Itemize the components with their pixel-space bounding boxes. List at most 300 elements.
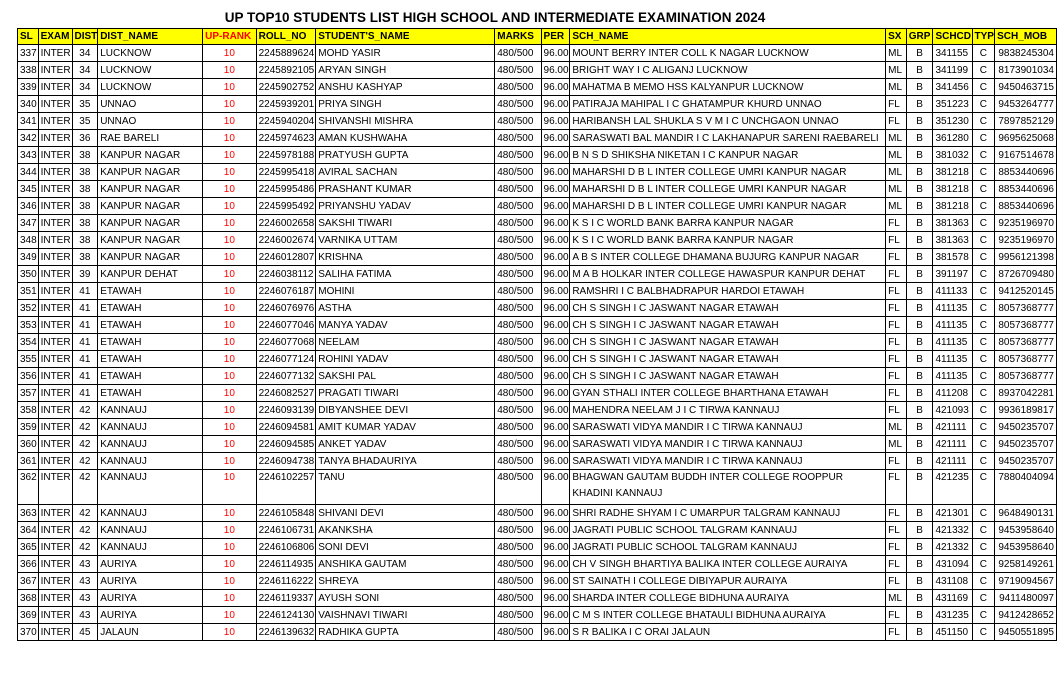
- col-sch-mob-cell: 8057368777: [995, 334, 1057, 351]
- col-up-rank-cell: 10: [203, 334, 256, 351]
- col-sx-cell: FL: [886, 113, 907, 130]
- col-exam-cell: INTER: [38, 470, 72, 505]
- table-row: [18, 130, 1057, 147]
- table-row: [18, 249, 1057, 266]
- col-dist-cell: 41: [72, 385, 98, 402]
- col-marks-cell: 480/500: [495, 198, 541, 215]
- col-sl-cell: 347: [18, 215, 39, 232]
- col-sl-cell: 353: [18, 317, 39, 334]
- col-dist-name-cell: ETAWAH: [98, 385, 203, 402]
- col-marks-cell: 480/500: [495, 419, 541, 436]
- col-marks-cell: 480/500: [495, 317, 541, 334]
- col-up-rank-cell: 10: [203, 317, 256, 334]
- col-roll-no-cell: 2246076976: [256, 300, 316, 317]
- col-sl-cell: 349: [18, 249, 39, 266]
- table-row: [18, 45, 1057, 62]
- col-roll-no-cell: 2246082527: [256, 385, 316, 402]
- col-dist-cell: 35: [72, 96, 98, 113]
- col-typ-cell: C: [972, 266, 995, 283]
- col-roll-no-cell: 2245940204: [256, 113, 316, 130]
- col-roll-no-cell: 2246077046: [256, 317, 316, 334]
- col-dist-cell: 41: [72, 317, 98, 334]
- col-sx-cell: FL: [886, 368, 907, 385]
- col-typ-cell: C: [972, 351, 995, 368]
- col-typ-cell: C: [972, 607, 995, 624]
- col-typ-cell: C: [972, 505, 995, 522]
- col-typ-cell: C: [972, 198, 995, 215]
- col-exam-cell: INTER: [38, 419, 72, 436]
- col-student-name-cell: MOHD YASIR: [316, 45, 495, 62]
- col-sx-cell: FL: [886, 573, 907, 590]
- col-sch-mob-cell: 9450235707: [995, 419, 1057, 436]
- col-up-rank-cell: 10: [203, 300, 256, 317]
- col-dist-name-cell: ETAWAH: [98, 351, 203, 368]
- col-sch-name-cell: CH S SINGH I C JASWANT NAGAR ETAWAH: [570, 351, 886, 368]
- col-grp-cell: B: [906, 232, 933, 249]
- col-typ-cell: C: [972, 590, 995, 607]
- col-sch-mob-cell: 8057368777: [995, 317, 1057, 334]
- col-dist-cell: 36: [72, 130, 98, 147]
- col-typ-cell: C: [972, 539, 995, 556]
- col-grp-cell: B: [906, 573, 933, 590]
- col-student-name-cell: NEELAM: [316, 334, 495, 351]
- col-sl-cell: 363: [18, 505, 39, 522]
- col-dist-name-cell: KANPUR DEHAT: [98, 266, 203, 283]
- col-per-cell: 96.00: [541, 317, 570, 334]
- col-sch-mob-cell: 9235196970: [995, 232, 1057, 249]
- col-dist-cell: 42: [72, 505, 98, 522]
- col-sch-name-cell: SARASWATI VIDYA MANDIR I C TIRWA KANNAUJ: [570, 419, 886, 436]
- col-dist-name-cell: KANNAUJ: [98, 402, 203, 419]
- col-sch-mob-cell: 8853440696: [995, 198, 1057, 215]
- col-up-rank-cell: 10: [203, 436, 256, 453]
- col-grp-cell: B: [906, 368, 933, 385]
- col-roll-no-cell: 2246119337: [256, 590, 316, 607]
- col-marks-cell: 480/500: [495, 266, 541, 283]
- col-dist-cell: 42: [72, 402, 98, 419]
- col-up-rank-cell: 10: [203, 419, 256, 436]
- col-grp-cell: B: [906, 624, 933, 641]
- col-sch-mob-cell: 9450463715: [995, 79, 1057, 96]
- col-dist-cell: 43: [72, 607, 98, 624]
- col-sch-mob-cell: 9450235707: [995, 453, 1057, 470]
- col-per-cell: 96.00: [541, 436, 570, 453]
- col-schcd-cell: 411135: [933, 317, 972, 334]
- col-dist-cell: 43: [72, 590, 98, 607]
- col-per-cell: 96.00: [541, 164, 570, 181]
- col-student-name-cell: TANYA BHADAURIYA: [316, 453, 495, 470]
- table-row: [18, 317, 1057, 334]
- col-sl-cell: 360: [18, 436, 39, 453]
- col-exam-cell: INTER: [38, 573, 72, 590]
- col-dist-cell: 35: [72, 113, 98, 130]
- col-up-rank-cell: 10: [203, 590, 256, 607]
- col-marks-cell: 480/500: [495, 624, 541, 641]
- table-row: [18, 96, 1057, 113]
- col-grp-cell: B: [906, 130, 933, 147]
- col-student-name-cell: AKANKSHA: [316, 522, 495, 539]
- col-up-rank-cell: 10: [203, 266, 256, 283]
- col-marks-cell: 480/500: [495, 607, 541, 624]
- col-per-cell: 96.00: [541, 113, 570, 130]
- col-marks-cell: 480/500: [495, 215, 541, 232]
- col-per-cell: 96.00: [541, 470, 570, 505]
- col-sch-mob-cell: 9453958640: [995, 522, 1057, 539]
- col-sch-mob-cell: 8057368777: [995, 368, 1057, 385]
- col-typ-cell: C: [972, 79, 995, 96]
- col-roll-no-cell: 2246106731: [256, 522, 316, 539]
- col-sx-cell: FL: [886, 453, 907, 470]
- col-grp-cell: B: [906, 607, 933, 624]
- col-up-rank-cell: 10: [203, 522, 256, 539]
- col-grp-cell: B: [906, 62, 933, 79]
- col-exam-cell: INTER: [38, 436, 72, 453]
- col-sl-cell: 368: [18, 590, 39, 607]
- col-schcd-cell: 421332: [933, 539, 972, 556]
- col-grp-cell: B: [906, 453, 933, 470]
- col-marks-cell: 480/500: [495, 573, 541, 590]
- col-per-cell: 96.00: [541, 556, 570, 573]
- table-body: [18, 45, 1057, 641]
- col-schcd-cell: 411135: [933, 334, 972, 351]
- col-grp-cell: B: [906, 266, 933, 283]
- col-dist-name-cell: UNNAO: [98, 96, 203, 113]
- col-schcd-cell: 421235: [933, 470, 972, 505]
- col-roll-no-cell: 2245902752: [256, 79, 316, 96]
- col-per-cell: 96.00: [541, 198, 570, 215]
- col-dist-name-cell: ETAWAH: [98, 368, 203, 385]
- col-roll-no-cell: 2245995486: [256, 181, 316, 198]
- col-schcd-cell: 381218: [933, 164, 972, 181]
- col-marks-cell: 480/500: [495, 147, 541, 164]
- col-sch-mob-cell: 8057368777: [995, 300, 1057, 317]
- col-marks-cell: 480/500: [495, 164, 541, 181]
- col-dist-cell: 43: [72, 573, 98, 590]
- col-exam-cell: INTER: [38, 283, 72, 300]
- col-sch-mob-cell: 9956121398: [995, 249, 1057, 266]
- col-student-name-cell: DIBYANSHEE DEVI: [316, 402, 495, 419]
- col-sx-cell: ML: [886, 164, 907, 181]
- table-row: [18, 590, 1057, 607]
- page-title: UP TOP10 STUDENTS LIST HIGH SCHOOL AND INTERMEDIATE EXAMINATION 2024: [224, 10, 766, 25]
- col-schcd-cell: 411133: [933, 283, 972, 300]
- col-sx-cell: FL: [886, 607, 907, 624]
- col-exam-cell: INTER: [38, 181, 72, 198]
- col-student-name-cell: PRATYUSH GUPTA: [316, 147, 495, 164]
- col-sch-name-cell: BRIGHT WAY I C ALIGANJ LUCKNOW: [570, 62, 886, 79]
- col-typ-cell: C: [972, 215, 995, 232]
- col-exam-cell: INTER: [38, 62, 72, 79]
- col-roll-no-cell: 2245995492: [256, 198, 316, 215]
- col-up-rank-cell: 10: [203, 556, 256, 573]
- col-grp-cell: B: [906, 402, 933, 419]
- col-exam-cell: INTER: [38, 385, 72, 402]
- col-marks-cell: 480/500: [495, 470, 541, 505]
- col-sl-cell: 346: [18, 198, 39, 215]
- col-dist-cell: 42: [72, 470, 98, 505]
- col-roll-no-cell: 2246106806: [256, 539, 316, 556]
- col-up-rank-cell: 10: [203, 113, 256, 130]
- col-sl-header: SL: [18, 29, 39, 45]
- col-student-name-cell: SONI DEVI: [316, 539, 495, 556]
- col-dist-name-cell: KANNAUJ: [98, 436, 203, 453]
- table-row: [18, 62, 1057, 79]
- col-roll-no-cell: 2246124130: [256, 607, 316, 624]
- col-per-cell: 96.00: [541, 130, 570, 147]
- col-sx-cell: ML: [886, 45, 907, 62]
- col-dist-name-cell: KANNAUJ: [98, 453, 203, 470]
- col-dist-cell: 41: [72, 351, 98, 368]
- col-dist-name-header: DIST_NAME: [98, 29, 203, 45]
- col-per-cell: 96.00: [541, 147, 570, 164]
- col-roll-no-cell: 2246102257: [256, 470, 316, 505]
- col-roll-no-cell: 2246076187: [256, 283, 316, 300]
- col-roll-no-cell: 2246012807: [256, 249, 316, 266]
- col-exam-cell: INTER: [38, 317, 72, 334]
- col-per-cell: 96.00: [541, 351, 570, 368]
- col-roll-no-cell: 2246038112: [256, 266, 316, 283]
- col-dist-name-cell: ETAWAH: [98, 283, 203, 300]
- col-typ-cell: C: [972, 181, 995, 198]
- col-dist-cell: 43: [72, 556, 98, 573]
- col-exam-cell: INTER: [38, 453, 72, 470]
- col-marks-cell: 480/500: [495, 436, 541, 453]
- col-sch-mob-cell: 7880404094: [995, 470, 1057, 505]
- col-sch-mob-cell: 8726709480: [995, 266, 1057, 283]
- col-schcd-cell: 421093: [933, 402, 972, 419]
- col-up-rank-header: UP-RANK: [203, 29, 256, 45]
- col-sl-cell: 339: [18, 79, 39, 96]
- col-sch-name-cell: SHARDA INTER COLLEGE BIDHUNA AURAIYA: [570, 590, 886, 607]
- table-row: [18, 147, 1057, 164]
- col-exam-cell: INTER: [38, 539, 72, 556]
- col-marks-cell: 480/500: [495, 79, 541, 96]
- col-sl-cell: 354: [18, 334, 39, 351]
- col-sch-mob-cell: 9411480097: [995, 590, 1057, 607]
- col-sl-cell: 364: [18, 522, 39, 539]
- col-dist-header: DIST: [72, 29, 98, 45]
- col-sch-mob-cell: 9936189817: [995, 402, 1057, 419]
- col-student-name-cell: SHREYA: [316, 573, 495, 590]
- col-roll-no-cell: 2246114935: [256, 556, 316, 573]
- col-dist-name-cell: KANPUR NAGAR: [98, 249, 203, 266]
- col-dist-cell: 41: [72, 300, 98, 317]
- col-exam-cell: INTER: [38, 505, 72, 522]
- col-roll-no-cell: 2245995418: [256, 164, 316, 181]
- col-per-cell: 96.00: [541, 232, 570, 249]
- col-exam-cell: INTER: [38, 249, 72, 266]
- col-typ-cell: C: [972, 522, 995, 539]
- col-marks-cell: 480/500: [495, 385, 541, 402]
- col-sch-mob-cell: 9453958640: [995, 539, 1057, 556]
- col-sx-cell: ML: [886, 62, 907, 79]
- col-per-cell: 96.00: [541, 573, 570, 590]
- col-marks-cell: 480/500: [495, 96, 541, 113]
- col-schcd-cell: 341456: [933, 79, 972, 96]
- col-sch-name-cell: CH V SINGH BHARTIYA BALIKA INTER COLLEGE AURAIYA: [570, 556, 886, 573]
- col-schcd-cell: 341199: [933, 62, 972, 79]
- table-row: [18, 215, 1057, 232]
- col-sx-cell: FL: [886, 266, 907, 283]
- col-sl-cell: 369: [18, 607, 39, 624]
- col-sl-cell: 344: [18, 164, 39, 181]
- col-exam-cell: INTER: [38, 198, 72, 215]
- col-roll-no-cell: 2246077068: [256, 334, 316, 351]
- col-exam-cell: INTER: [38, 79, 72, 96]
- col-sl-cell: 367: [18, 573, 39, 590]
- col-sch-name-cell: GYAN STHALI INTER COLLEGE BHARTHANA ETAWAH: [570, 385, 886, 402]
- col-sx-cell: FL: [886, 351, 907, 368]
- col-grp-cell: B: [906, 470, 933, 505]
- col-up-rank-cell: 10: [203, 283, 256, 300]
- col-sch-name-cell: MAHENDRA NEELAM J I C TIRWA KANNAUJ: [570, 402, 886, 419]
- col-schcd-cell: 411135: [933, 300, 972, 317]
- col-grp-cell: B: [906, 334, 933, 351]
- col-dist-cell: 38: [72, 215, 98, 232]
- col-sl-cell: 338: [18, 62, 39, 79]
- col-roll-no-cell: 2245974623: [256, 130, 316, 147]
- col-grp-header: GRP: [906, 29, 933, 45]
- col-dist-cell: 34: [72, 45, 98, 62]
- col-up-rank-cell: 10: [203, 624, 256, 641]
- col-sx-cell: ML: [886, 147, 907, 164]
- col-per-cell: 96.00: [541, 607, 570, 624]
- col-sl-cell: 362: [18, 470, 39, 505]
- col-dist-name-cell: KANPUR NAGAR: [98, 181, 203, 198]
- table-row: [18, 436, 1057, 453]
- col-grp-cell: B: [906, 181, 933, 198]
- col-up-rank-cell: 10: [203, 539, 256, 556]
- col-dist-cell: 38: [72, 147, 98, 164]
- col-marks-cell: 480/500: [495, 249, 541, 266]
- col-marks-cell: 480/500: [495, 590, 541, 607]
- col-typ-cell: C: [972, 436, 995, 453]
- col-sch-name-cell: MOUNT BERRY INTER COLL K NAGAR LUCKNOW: [570, 45, 886, 62]
- col-dist-name-cell: KANPUR NAGAR: [98, 198, 203, 215]
- col-up-rank-cell: 10: [203, 164, 256, 181]
- col-dist-cell: 42: [72, 539, 98, 556]
- col-sch-mob-cell: 9450235707: [995, 436, 1057, 453]
- col-schcd-cell: 381032: [933, 147, 972, 164]
- col-sx-cell: FL: [886, 300, 907, 317]
- col-schcd-cell: 451150: [933, 624, 972, 641]
- col-schcd-cell: 351230: [933, 113, 972, 130]
- col-sch-mob-cell: 9695625068: [995, 130, 1057, 147]
- col-schcd-cell: 431169: [933, 590, 972, 607]
- col-schcd-cell: 411135: [933, 368, 972, 385]
- col-typ-cell: C: [972, 470, 995, 505]
- col-exam-header: EXAM: [38, 29, 72, 45]
- col-sl-cell: 361: [18, 453, 39, 470]
- col-grp-cell: B: [906, 539, 933, 556]
- col-sch-mob-cell: 7897852129: [995, 113, 1057, 130]
- col-marks-header: MARKS: [495, 29, 541, 45]
- col-sch-name-header: SCH_NAME: [570, 29, 886, 45]
- col-sl-cell: 345: [18, 181, 39, 198]
- col-dist-name-cell: KANNAUJ: [98, 539, 203, 556]
- col-schcd-header: SCHCD: [933, 29, 972, 45]
- col-sx-cell: FL: [886, 402, 907, 419]
- col-sch-mob-cell: 9258149261: [995, 556, 1057, 573]
- col-typ-cell: C: [972, 113, 995, 130]
- col-per-cell: 96.00: [541, 624, 570, 641]
- col-dist-cell: 38: [72, 198, 98, 215]
- col-student-name-cell: SHIVANI DEVI: [316, 505, 495, 522]
- col-grp-cell: B: [906, 113, 933, 130]
- table-row: [18, 385, 1057, 402]
- col-dist-name-cell: LUCKNOW: [98, 79, 203, 96]
- col-dist-cell: 38: [72, 164, 98, 181]
- col-dist-cell: 42: [72, 522, 98, 539]
- col-up-rank-cell: 10: [203, 232, 256, 249]
- col-dist-cell: 41: [72, 368, 98, 385]
- col-marks-cell: 480/500: [495, 283, 541, 300]
- col-student-name-cell: AYUSH SONI: [316, 590, 495, 607]
- col-sx-cell: FL: [886, 505, 907, 522]
- col-exam-cell: INTER: [38, 96, 72, 113]
- col-schcd-cell: 341155: [933, 45, 972, 62]
- table-row: [18, 453, 1057, 470]
- table-row: [18, 539, 1057, 556]
- col-exam-cell: INTER: [38, 113, 72, 130]
- table-row: [18, 402, 1057, 419]
- col-dist-name-cell: AURIYA: [98, 590, 203, 607]
- col-per-cell: 96.00: [541, 79, 570, 96]
- col-sch-mob-cell: 8057368777: [995, 351, 1057, 368]
- col-student-name-cell: SAKSHI TIWARI: [316, 215, 495, 232]
- col-sch-mob-cell: 9412428652: [995, 607, 1057, 624]
- col-dist-cell: 45: [72, 624, 98, 641]
- col-sx-cell: ML: [886, 436, 907, 453]
- col-exam-cell: INTER: [38, 300, 72, 317]
- col-sx-cell: FL: [886, 624, 907, 641]
- col-typ-cell: C: [972, 62, 995, 79]
- col-sch-name-cell: MAHATMA B MEMO HSS KALYANPUR LUCKNOW: [570, 79, 886, 96]
- col-student-name-cell: SALIHA FATIMA: [316, 266, 495, 283]
- col-marks-cell: 480/500: [495, 45, 541, 62]
- col-student-name-cell: AVIRAL SACHAN: [316, 164, 495, 181]
- col-per-cell: 96.00: [541, 181, 570, 198]
- col-sch-mob-cell: 9235196970: [995, 215, 1057, 232]
- table-row: [18, 351, 1057, 368]
- col-roll-no-cell: 2246002658: [256, 215, 316, 232]
- col-typ-cell: C: [972, 368, 995, 385]
- col-marks-cell: 480/500: [495, 522, 541, 539]
- col-sx-cell: FL: [886, 249, 907, 266]
- col-student-name-cell: PRIYANSHU YADAV: [316, 198, 495, 215]
- col-student-name-cell: MANYA YADAV: [316, 317, 495, 334]
- col-dist-name-cell: AURIYA: [98, 556, 203, 573]
- col-student-name-cell: PRIYA SINGH: [316, 96, 495, 113]
- col-sch-name-cell: HARIBANSH LAL SHUKLA S V M I C UNCHGAON UNNAO: [570, 113, 886, 130]
- col-sl-cell: 352: [18, 300, 39, 317]
- col-exam-cell: INTER: [38, 266, 72, 283]
- col-dist-cell: 34: [72, 62, 98, 79]
- col-dist-cell: 34: [72, 79, 98, 96]
- col-typ-cell: C: [972, 419, 995, 436]
- col-grp-cell: B: [906, 249, 933, 266]
- col-sch-name-cell: S R BALIKA I C ORAI JALAUN: [570, 624, 886, 641]
- col-sch-name-cell: K S I C WORLD BANK BARRA KANPUR NAGAR: [570, 215, 886, 232]
- col-roll-no-cell: 2246077124: [256, 351, 316, 368]
- col-sl-cell: 340: [18, 96, 39, 113]
- col-dist-name-cell: KANPUR NAGAR: [98, 147, 203, 164]
- col-schcd-cell: 421301: [933, 505, 972, 522]
- col-exam-cell: INTER: [38, 351, 72, 368]
- col-schcd-cell: 411135: [933, 351, 972, 368]
- col-roll-no-cell: 2246093139: [256, 402, 316, 419]
- col-per-cell: 96.00: [541, 45, 570, 62]
